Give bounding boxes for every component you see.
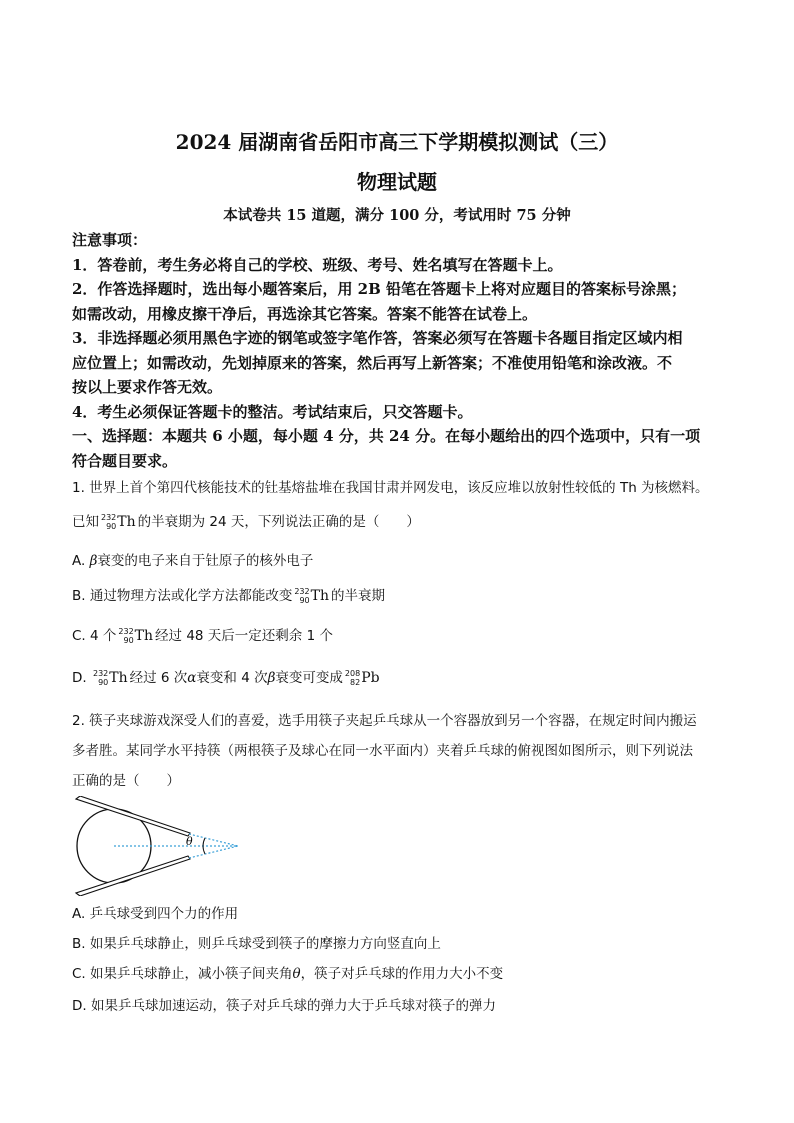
nuclide-th232: 232 90Th: [92, 669, 128, 687]
q2-stem-line-1: 2. 筷子夹球游戏深受人们的喜爱，选手用筷子夹起乒乓球从一个容器放到另一个容器，在规定时间内搬运: [72, 713, 697, 729]
notice-item-1: 1．答卷前，考生务必将自己的学校、班级、考号、姓名填写在答题卡上。: [72, 255, 563, 274]
notice-item-3-line-3: 按以上要求作答无效。: [72, 378, 223, 396]
q1-stem-line-1: 1. 世界上首个第四代核能技术的钍基熔盐堆在我国甘肃并网发电，该反应堆以放射性较低的 Th 为核燃料。: [72, 480, 709, 496]
q2-option-d: D. 如果乒乓球加速运动，筷子对乒乓球的弹力大于乒乓球对筷子的弹力: [72, 998, 496, 1014]
q2-option-a: A. 乒乓球受到四个力的作用: [72, 906, 239, 922]
notice-item-3-line-1: 3．非选择题必须用黑色字迹的钢笔或签字笔作答，答案必须写在答题卡各题目指定区域内相: [72, 329, 683, 347]
notice-item-2-line-2: 如需改动，用橡皮擦干净后，再选涂其它答案。答案不能答在试卷上。: [72, 304, 538, 323]
upper-extension-line: [189, 834, 238, 846]
nuclide-th232: 232 90Th: [101, 513, 136, 531]
q1-stem-line-2: 已知 232 90Th 的半衰期为 24 天，下列说法正确的是（ ）: [72, 513, 420, 531]
q1-option-d: D. 232 90Th 经过 6 次α衰变和 4 次β衰变可变成 208 82Pb: [72, 669, 380, 687]
q2-stem-line-3: 正确的是（ ）: [72, 773, 180, 789]
q1-option-c: C. 4 个 232 90Th 经过 48 天后一定还剩余 1 个: [72, 627, 333, 645]
subject-title: 物理试题: [357, 170, 437, 194]
section-1-heading-line-1: 一、选择题：本题共 6 小题，每小题 4 分，共 24 分。在每小题给出的四个选项中，只有一项: [72, 427, 701, 445]
q2-option-b: B. 如果乒乓球静止，则乒乓球受到筷子的摩擦力方向竖直向上: [72, 936, 441, 952]
notice-item-4: 4．考生必须保证答题卡的整洁。考试结束后，只交答题卡。: [72, 402, 473, 421]
nuclide-th232: 232 90Th: [294, 587, 329, 605]
exam-info: 本试卷共 15 道题，满分 100 分，考试用时 75 分钟: [223, 207, 571, 224]
nuclide-pb208: 208 82Pb: [344, 669, 380, 687]
notice-item-3-line-2: 应位置上；如需改动，先划掉原来的答案，然后再写上新答案；不准使用铅笔和涂改液。不: [72, 353, 673, 372]
q2-stem-line-2: 多者胜。某同学水平持筷（两根筷子及球心在同一水平面内）夹着乒乓球的俯视图如图所示，则下列说法: [72, 743, 693, 759]
theta-label: θ: [186, 835, 193, 848]
notice-heading: 注意事项：: [72, 231, 148, 249]
notice-section: [72, 228, 724, 473]
q1-option-a: A. β衰变的电子来自于钍原子的核外电子: [72, 553, 314, 569]
lower-extension-line: [189, 846, 238, 858]
q1-option-b: B. 通过物理方法或化学方法都能改变 232 90Th 的半衰期: [72, 587, 385, 605]
notice-item-2-line-1: 2．作答选择题时，选出每小题答案后，用 2B 铅笔在答题卡上将对应题目的答案标号涂黑；: [72, 280, 687, 298]
section-1-heading-line-2: 符合题目要求。: [72, 451, 178, 470]
nuclide-th232: 232 90Th: [118, 627, 154, 645]
exam-title: 2024 届湖南省岳阳市高三下学期模拟测试（三）: [175, 130, 619, 154]
q2-option-c: C. 如果乒乓球静止，减小筷子间夹角θ，筷子对乒乓球的作用力大小不变: [72, 966, 504, 982]
chopsticks-ball-figure: [70, 796, 250, 896]
